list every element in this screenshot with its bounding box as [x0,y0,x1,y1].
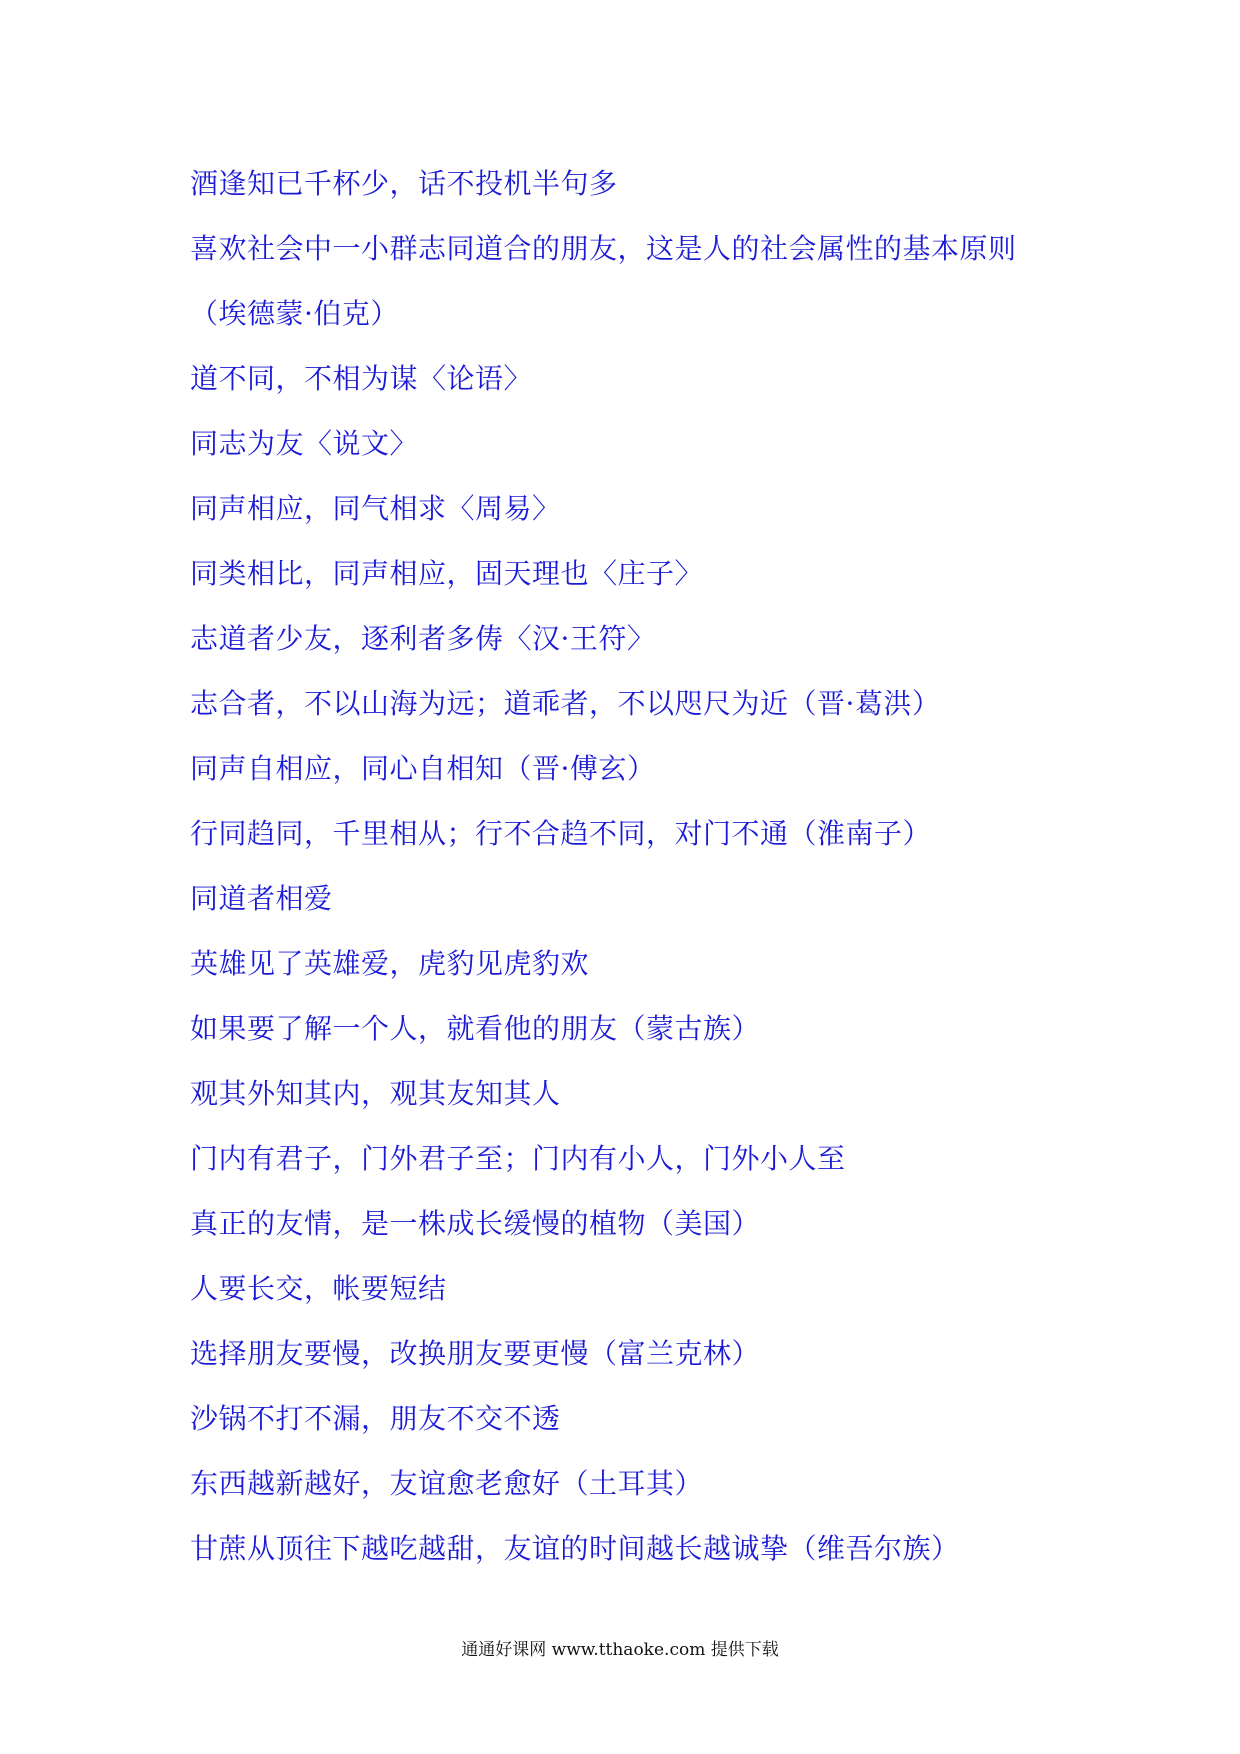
proverb-line: 选择朋友要慢，改换朋友要更慢（富兰克林） [190,1337,761,1370]
proverb-line: 真正的友情，是一株成长缓慢的植物（美国） [190,1207,761,1240]
proverb-line: 同道者相爱 [190,882,333,915]
proverb-line: 沙锅不打不漏，朋友不交不透 [190,1402,561,1435]
proverb-line: 甘蔗从顶往下越吃越甜，友谊的时间越长越诚挚（维吾尔族） [190,1532,960,1565]
proverb-line: 酒逢知已千杯少，话不投机半句多 [190,167,618,200]
proverb-line: 英雄见了英雄爱，虎豹见虎豹欢 [190,947,590,980]
proverb-line: 人要长交，帐要短结 [190,1272,447,1305]
page-footer: 通通好课网 www.tthaoke.com 提供下载 [461,1640,779,1660]
proverb-line: （埃德蒙·伯克） [190,297,399,330]
proverb-line: 行同趋同，千里相从；行不合趋不同，对门不通（淮南子） [190,817,932,850]
proverb-list [190,158,1150,1588]
proverb-line: 喜欢社会中一小群志同道合的朋友，这是人的社会属性的基本原则 [190,232,1017,265]
proverb-line: 志道者少友，逐利者多俦〈汉·王符〉 [190,622,656,655]
proverb-line: 门内有君子，门外君子至；门内有小人，门外小人至 [190,1142,846,1175]
proverb-line: 观其外知其内，观其友知其人 [190,1077,561,1110]
proverb-line: 同声相应，同气相求〈周易〉 [190,492,561,525]
proverb-line: 道不同，不相为谋〈论语〉 [190,362,533,395]
proverb-line: 东西越新越好，友谊愈老愈好（土耳其） [190,1467,704,1500]
proverb-line: 同声自相应，同心自相知（晋·傅玄） [190,752,656,785]
proverb-line: 同志为友〈说文〉 [190,427,419,460]
proverb-line: 同类相比，同声相应，固天理也〈庄子〉 [190,557,704,590]
proverb-line: 如果要了解一个人，就看他的朋友（蒙古族） [190,1012,761,1045]
proverb-line: 志合者，不以山海为远；道乖者，不以咫尺为近（晋·葛洪） [190,687,941,720]
